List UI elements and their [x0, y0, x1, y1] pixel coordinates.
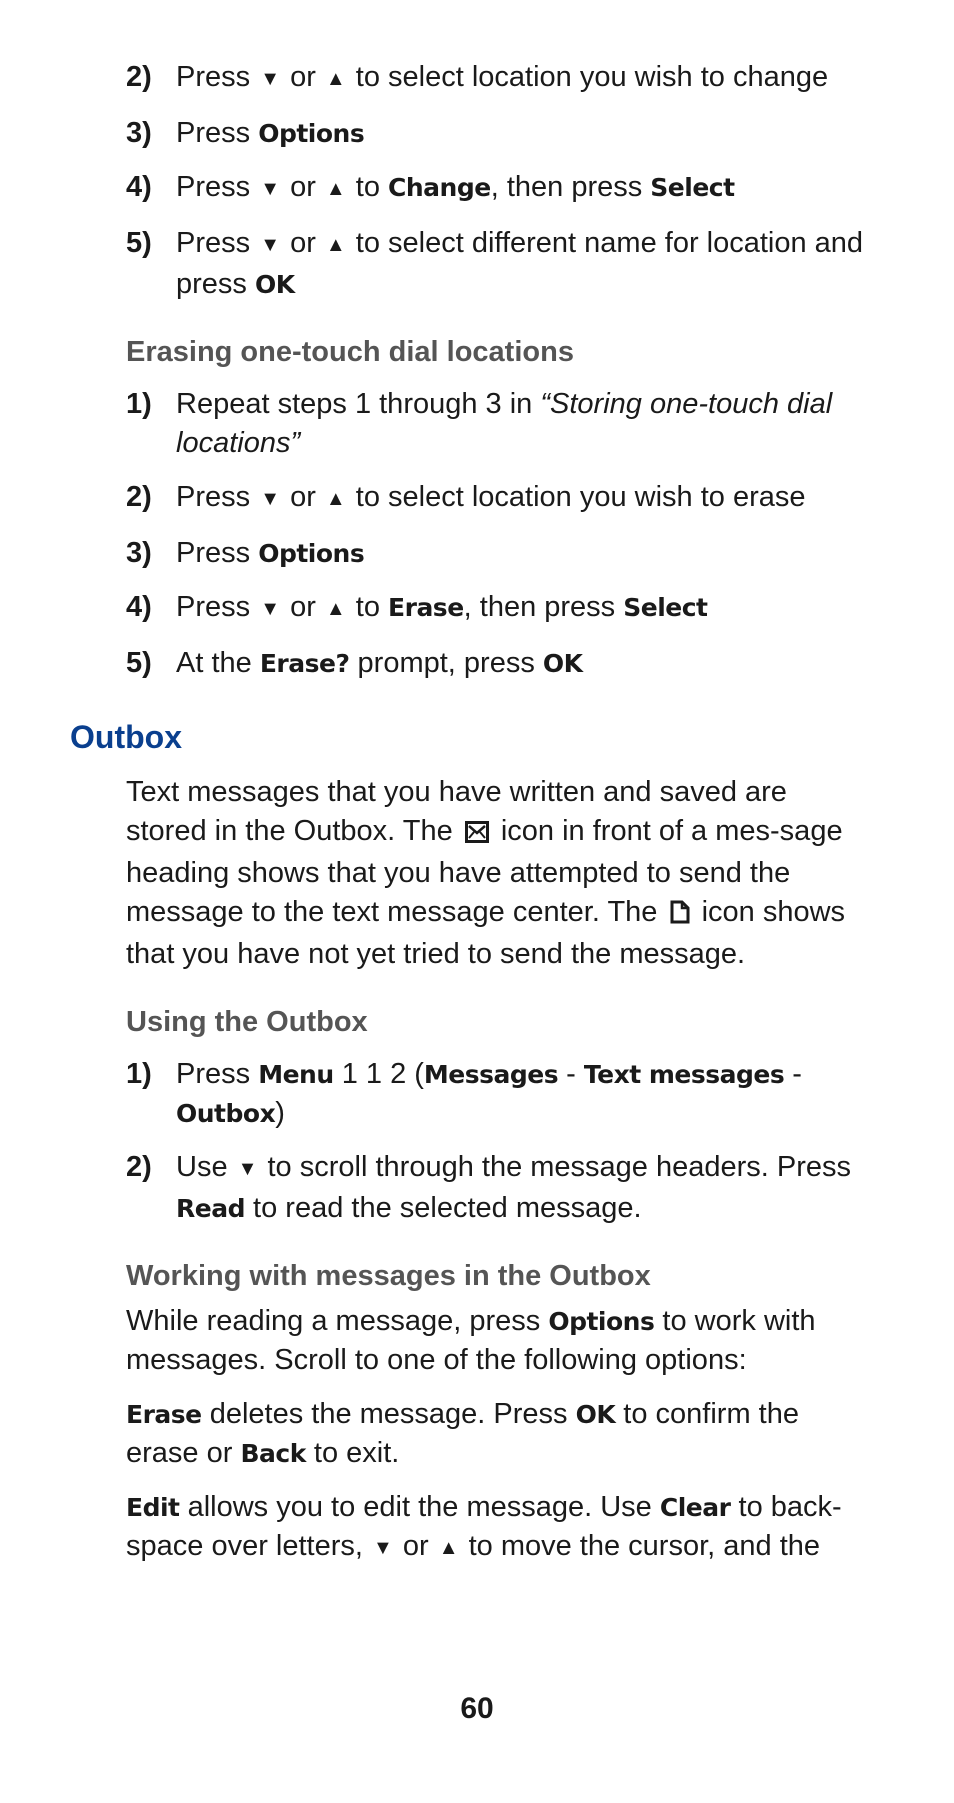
subheading-erasing: Erasing one-touch dial locations: [126, 336, 574, 368]
step-number: 3): [126, 117, 152, 149]
keyword-ok: OK: [254, 270, 295, 299]
subheading-using-outbox: Using the Outbox: [126, 1006, 368, 1038]
section-title-outbox: Outbox: [70, 719, 182, 755]
down-arrow-icon: ▼: [260, 488, 280, 510]
option-edit: Edit allows you to edit the message. Use Clear to back-space over letters, ▼ or ▲ to move the cursor, and the: [126, 1488, 866, 1568]
step-number: 4): [126, 591, 152, 623]
step-number: 2): [126, 481, 152, 513]
keyword-options: Options: [258, 539, 365, 568]
step-number: 3): [126, 537, 152, 569]
step-number: 1): [126, 388, 152, 420]
down-arrow-icon: ▼: [260, 234, 280, 256]
page-content: [70, 58, 866, 1583]
step-number: 5): [126, 647, 152, 679]
step-2-change: 2) Press ▼ or ▲ to select location you wish to change: [126, 58, 866, 99]
step-number: 1): [126, 1058, 152, 1090]
down-arrow-icon: ▼: [260, 68, 280, 90]
keyword-erase: Erase: [388, 593, 464, 622]
keyword-clear: Clear: [659, 1493, 731, 1522]
section-reference: “Storing one-touch dial locations”: [176, 388, 833, 459]
keyword-ok: OK: [542, 649, 583, 678]
keyword-messages: Messages: [423, 1060, 559, 1089]
page-number: 60: [460, 1692, 494, 1725]
option-erase: Erase deletes the message. Press OK to confirm the erase or Back to exit.: [126, 1398, 799, 1469]
up-arrow-icon: ▲: [325, 68, 346, 90]
keyword-change: Change: [388, 173, 491, 202]
erase-step-1: 1) Repeat steps 1 through 3 in “Storing one-touch dial locations”: [126, 385, 866, 463]
keyword-erase-prompt: Erase?: [259, 649, 350, 678]
sent-envelope-icon: [465, 815, 489, 854]
keyword-ok: OK: [575, 1400, 616, 1429]
up-arrow-icon: ▲: [325, 234, 346, 256]
keyword-options: Options: [258, 119, 365, 148]
down-arrow-icon: ▼: [237, 1158, 258, 1180]
keyword-read: Read: [176, 1194, 245, 1223]
keyword-text-messages: Text messages: [583, 1060, 785, 1089]
step-4-change: 4) Press ▼ or ▲ to Change, then press Select: [126, 168, 866, 209]
erase-step-2: 2) Press ▼ or ▲ to select location you wish to erase: [126, 478, 866, 519]
keyword-select: Select: [623, 593, 708, 622]
subheading-working-outbox: Working with messages in the Outbox: [126, 1260, 651, 1292]
up-arrow-icon: ▲: [438, 1537, 459, 1559]
erase-step-4: 4) Press ▼ or ▲ to Erase, then press Select: [126, 588, 866, 629]
unsent-document-icon: [670, 896, 690, 935]
outbox-step-2: 2) Use ▼ to scroll through the message headers. Press Read to read the selected message.: [126, 1148, 866, 1228]
working-intro: While reading a message, press Options to work with messages. Scroll to one of the following options:: [126, 1305, 816, 1376]
keyword-select: Select: [650, 173, 735, 202]
keyword-menu: Menu: [258, 1060, 334, 1089]
step-number: 2): [126, 61, 152, 93]
down-arrow-icon: ▼: [260, 178, 280, 200]
keyword-options: Options: [548, 1307, 655, 1336]
up-arrow-icon: ▲: [325, 178, 346, 200]
keyword-back: Back: [240, 1439, 306, 1468]
step-number: 4): [126, 171, 152, 203]
erase-step-3: 3) Press Options: [126, 534, 866, 573]
keyword-edit: Edit: [126, 1493, 180, 1522]
step-number: 5): [126, 227, 152, 259]
step-number: 2): [126, 1151, 152, 1183]
keyword-erase: Erase: [126, 1400, 202, 1429]
down-arrow-icon: ▼: [260, 598, 280, 620]
up-arrow-icon: ▲: [325, 598, 346, 620]
erase-step-5: 5) At the Erase? prompt, press OK: [126, 644, 866, 683]
step-3-options: 3) Press Options: [126, 114, 866, 153]
outbox-intro: Text messages that you have written and saved are stored in the Outbox. The icon in front of a mes-sage heading shows that you have attempted to send the message to the text message center. The icon shows that you have not yet tried to send the message.: [126, 776, 846, 970]
step-5-rename: 5) Press ▼ or ▲ to select different name for location and press OK: [126, 224, 866, 304]
outbox-step-1: 1) Press Menu 1 1 2 (Messages - Text messages - Outbox): [126, 1055, 866, 1133]
keyword-outbox: Outbox: [176, 1099, 276, 1128]
down-arrow-icon: ▼: [373, 1537, 393, 1559]
up-arrow-icon: ▲: [325, 488, 346, 510]
